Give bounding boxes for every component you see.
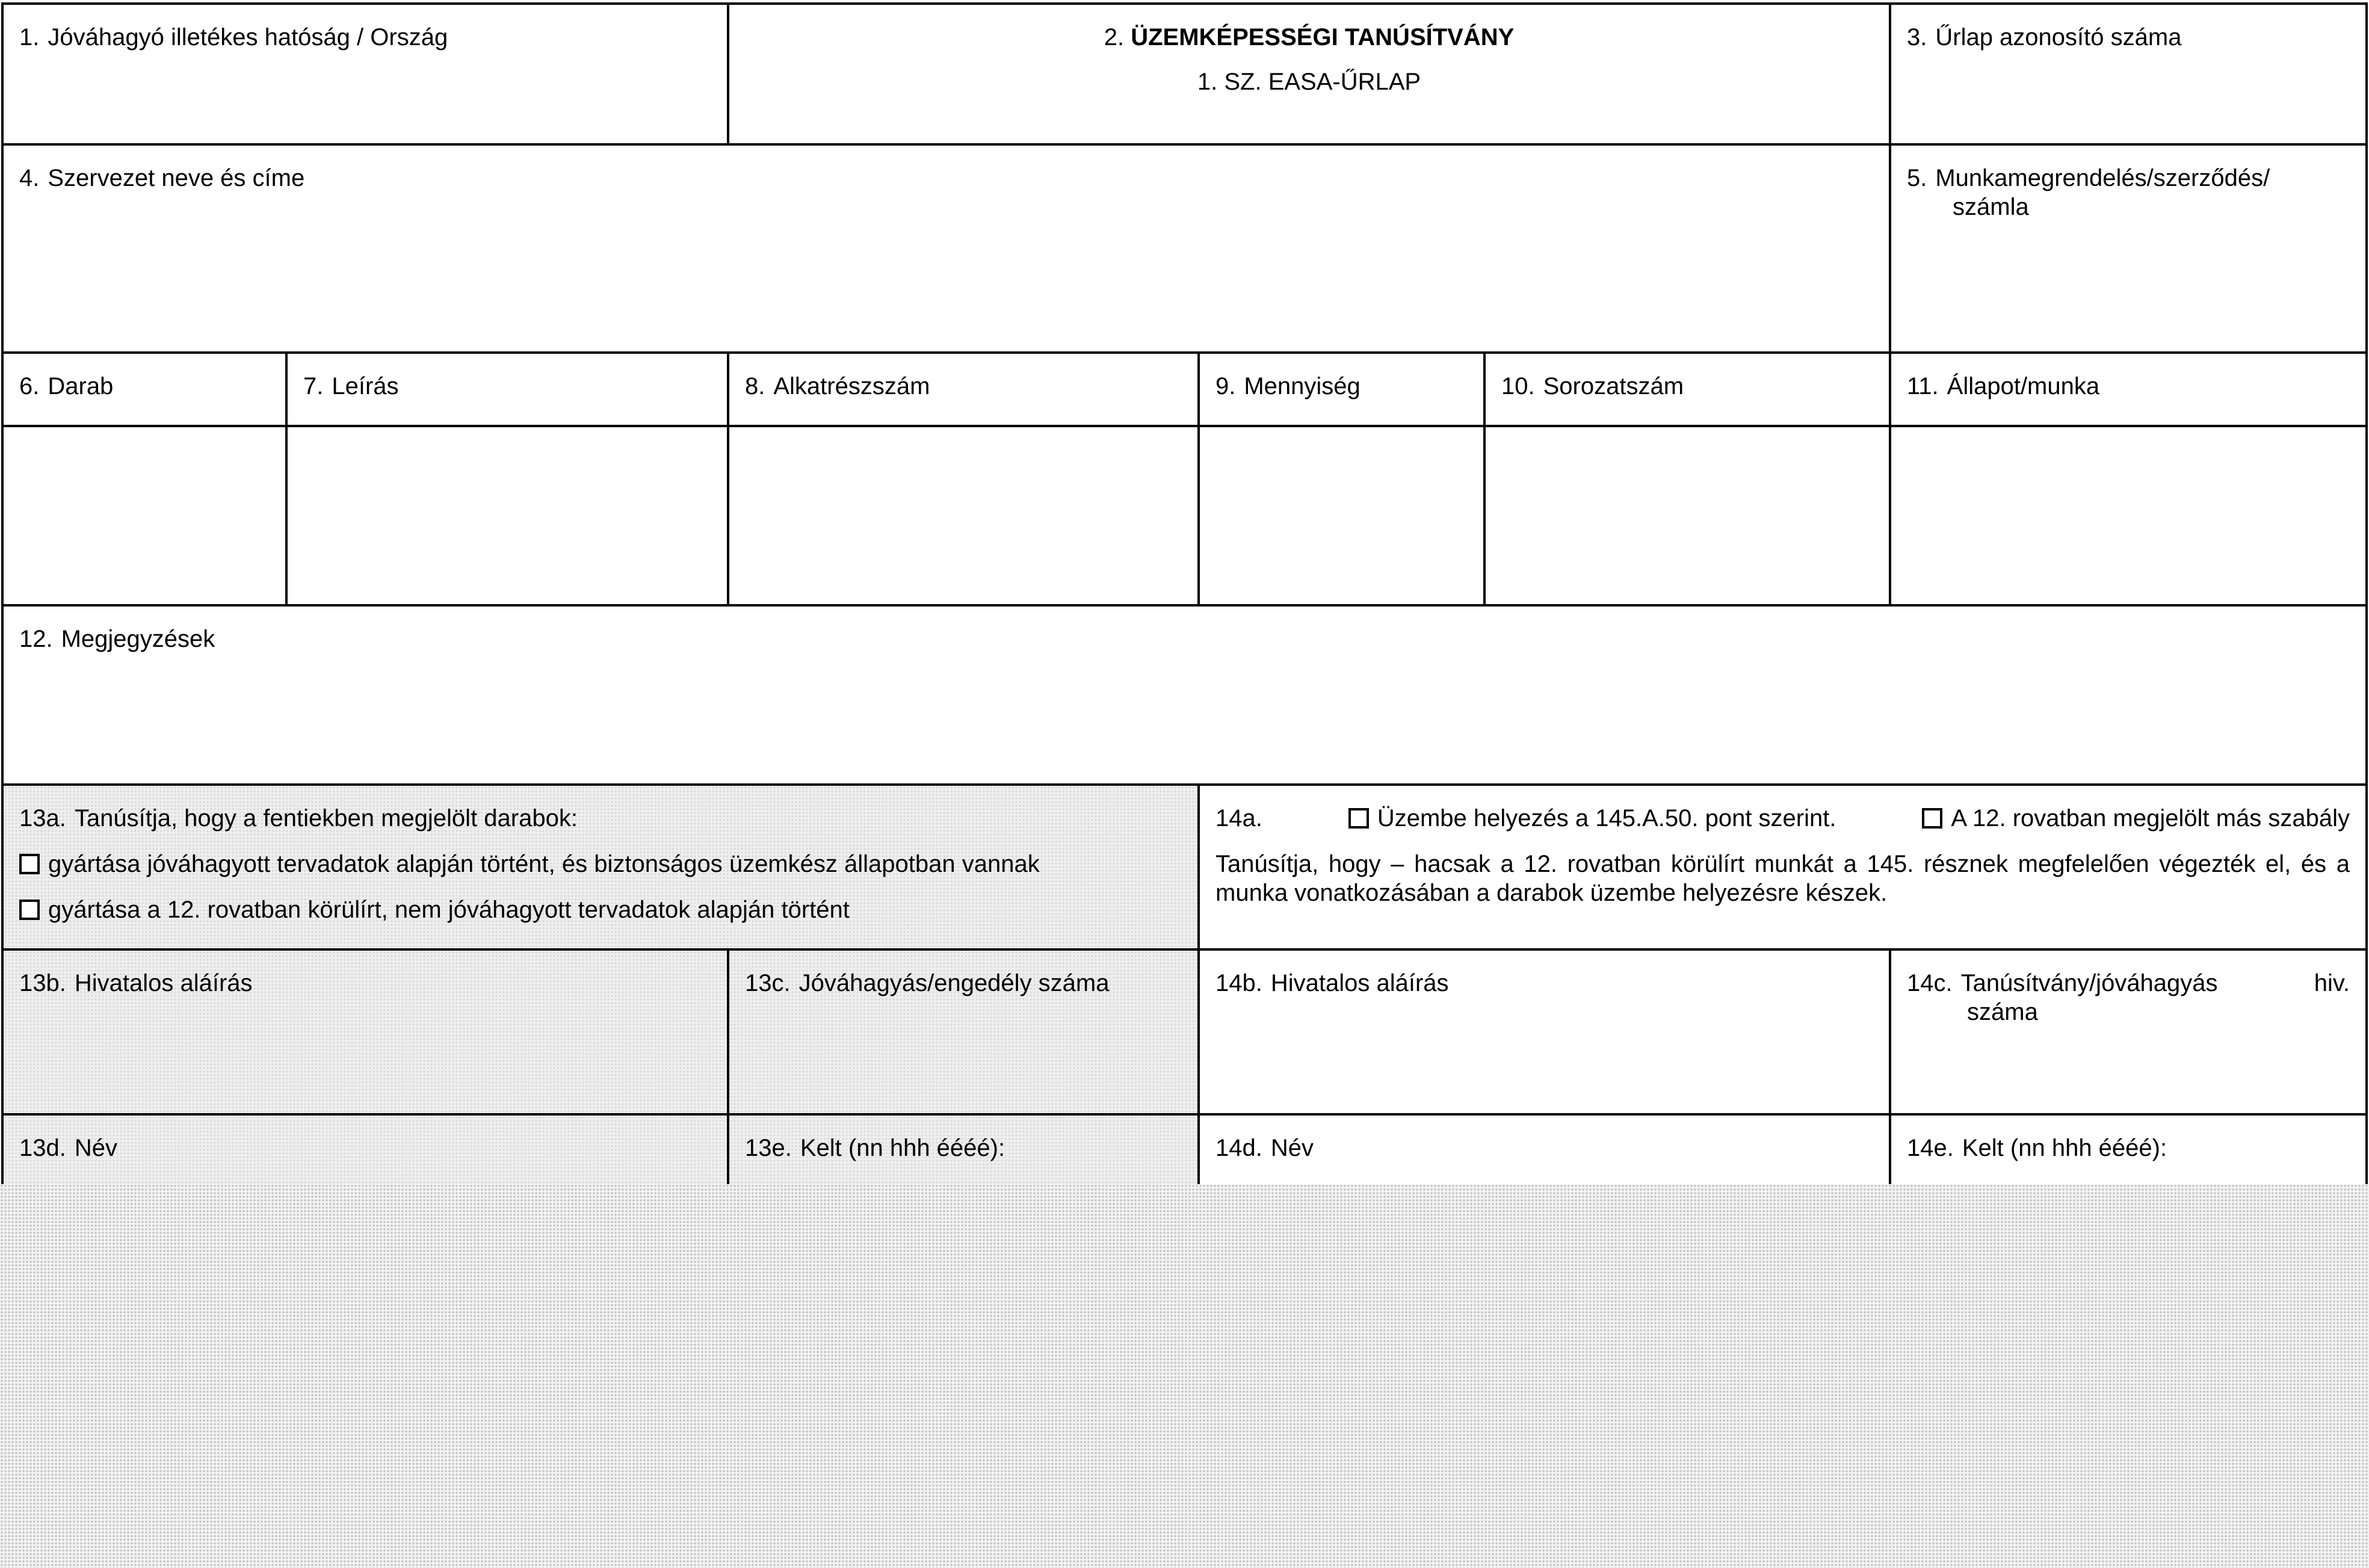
block-14a-release (1197, 783, 2368, 951)
block-label: Név (1270, 1135, 1314, 1161)
block-label: Név (74, 1135, 117, 1161)
block-number: 13d. (19, 1135, 66, 1161)
block-label: Tanúsítja, hogy a fentiekben megjelölt darabok: (74, 805, 578, 832)
block-13a-certification (1, 783, 1200, 951)
block-number: 12. (19, 626, 53, 652)
block-1-authority-country[interactable] (1, 2, 729, 146)
block-14c-certificate-approval-number[interactable] (1889, 948, 2368, 1116)
block-number: 4. (19, 165, 40, 191)
approved-design-checkbox[interactable] (19, 854, 40, 874)
block-13d-name[interactable] (1, 1113, 729, 1184)
block-8-part-number-header (727, 351, 1200, 427)
block-4-organisation-name-address[interactable] (1, 143, 1891, 354)
part-number-input-cell[interactable] (727, 425, 1200, 607)
release-statement: Tanúsítja, hogy – hacsak a 12. rovatban körülírt munkát a 145. résznek megfelelően végezték el, és a munka vonatkozásában a darabok üzembe helyezésre készek. (1215, 851, 2350, 906)
block-number: 2. (1104, 24, 1125, 51)
block-label-continuation: száma (1967, 999, 2038, 1025)
block-number: 13a. (19, 805, 66, 832)
block-number: 3. (1907, 24, 1927, 51)
other-regulation-option-label: A 12. rovatban megjelölt más szabály (1951, 805, 2350, 832)
block-number: 13c. (745, 970, 791, 996)
part-145-release-checkbox[interactable] (1348, 808, 1369, 829)
block-label-abbrev: hiv. (2314, 970, 2350, 996)
block-label: Munkamegrendelés/szerződés/ (1935, 165, 2270, 191)
block-label: Kelt (nn hhh éééé): (800, 1135, 1005, 1161)
non-approved-design-option-label: gyártása a 12. rovatban körülírt, nem jóváhagyott tervadatok alapján történt (48, 897, 850, 923)
block-number: 6. (19, 373, 40, 400)
block-number: 13e. (745, 1135, 792, 1161)
block-number: 14c. (1907, 970, 1953, 996)
part-145-release-option-label: Üzembe helyezés a 145.A.50. pont szerint. (1377, 805, 1836, 832)
serial-number-input-cell[interactable] (1483, 425, 1891, 607)
block-label: Szervezet neve és címe (48, 165, 305, 191)
block-label: Hivatalos aláírás (1270, 970, 1449, 996)
block-7-description-header (285, 351, 729, 427)
block-13e-date[interactable] (727, 1113, 1200, 1184)
non-approved-design-checkbox[interactable] (19, 900, 40, 920)
block-14d-name[interactable] (1197, 1113, 1891, 1184)
block-number: 5. (1907, 165, 1927, 191)
block-label: Jóváhagyó illetékes hatóság / Ország (48, 24, 448, 51)
block-number: 10. (1501, 373, 1535, 400)
block-label: Megjegyzések (61, 626, 215, 652)
other-regulation-checkbox[interactable] (1922, 808, 1942, 829)
block-number: 1. (19, 24, 40, 51)
block-label: Leírás (332, 373, 399, 400)
block-label: Darab (48, 373, 114, 400)
block-number: 14e. (1907, 1135, 1954, 1161)
block-label: Tanúsítvány/jóváhagyás (1960, 970, 2218, 996)
block-3-form-tracking-number[interactable] (1889, 2, 2368, 146)
block-label: Jóváhagyás/engedély száma (798, 970, 1110, 996)
block-number: 14a. (1215, 805, 1262, 832)
form-title: ÜZEMKÉPESSÉGI TANÚSÍTVÁNY (1131, 24, 1515, 51)
block-label: Kelt (nn hhh éééé): (1962, 1135, 2167, 1161)
block-label: Sorozatszám (1543, 373, 1684, 400)
block-number: 13b. (19, 970, 66, 996)
block-6-item-header (1, 351, 288, 427)
block-label: Állapot/munka (1947, 373, 2100, 400)
block-9-quantity-header (1197, 351, 1486, 427)
block-11-status-work-header (1889, 351, 2368, 427)
block-number: 9. (1215, 373, 1236, 400)
block-2-form-title (727, 2, 1891, 146)
block-number: 11. (1907, 373, 1939, 400)
block-14b-authorised-signature[interactable] (1197, 948, 1891, 1116)
shaded-background (0, 1184, 2369, 1568)
block-label: Hivatalos aláírás (74, 970, 253, 996)
block-label: Űrlap azonosító száma (1935, 24, 2182, 51)
block-label: Mennyiség (1244, 373, 1361, 400)
block-number: 14d. (1215, 1135, 1262, 1161)
block-number: 8. (745, 373, 765, 400)
status-work-input-cell[interactable] (1889, 425, 2368, 607)
description-input-cell[interactable] (285, 425, 729, 607)
block-12-remarks[interactable] (1, 604, 2368, 786)
block-13b-authorised-signature[interactable] (1, 948, 729, 1116)
block-10-serial-number-header (1483, 351, 1891, 427)
form-subtitle: 1. SZ. EASA-ŰRLAP (1197, 69, 1421, 95)
approved-design-option-label: gyártása jóváhagyott tervadatok alapján történt, és biztonságos üzemkész állapotban vannak (48, 851, 1040, 877)
item-input-cell[interactable] (1, 425, 288, 607)
quantity-input-cell[interactable] (1197, 425, 1486, 607)
block-14e-date[interactable] (1889, 1113, 2368, 1184)
block-label-continuation: számla (1953, 194, 2029, 220)
block-number: 14b. (1215, 970, 1262, 996)
block-5-work-order-contract-invoice[interactable] (1889, 143, 2368, 354)
block-label: Alkatrészszám (773, 373, 930, 400)
block-13c-approval-number[interactable] (727, 948, 1200, 1116)
block-number: 7. (303, 373, 324, 400)
